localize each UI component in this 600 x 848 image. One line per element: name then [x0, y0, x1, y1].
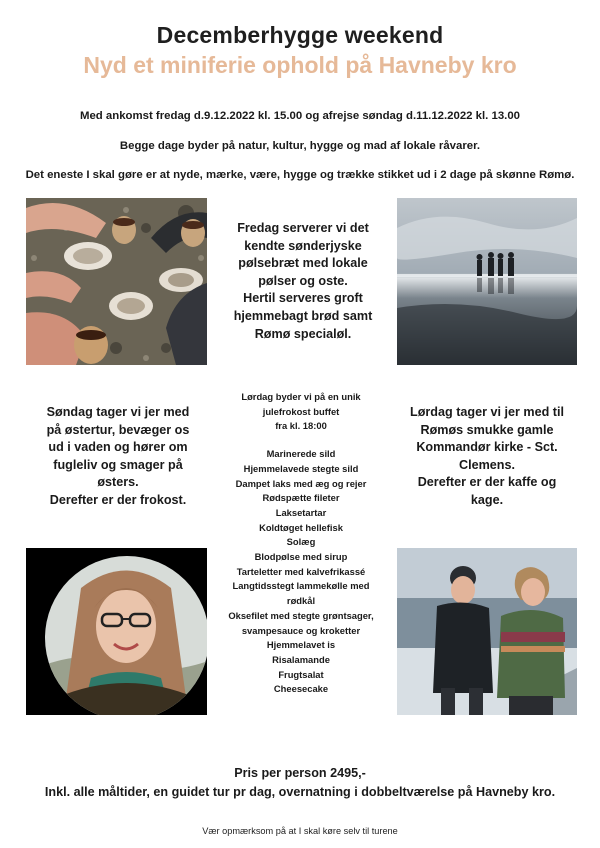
- menu-item: Cheesecake: [273, 683, 329, 695]
- sunday-description: Søndag tager vi jer med på østertur, bevæger os ud i vaden og hører om fugleliv og smager på østers. Derefter er der frokost.: [46, 405, 190, 507]
- menu-item: Koldtøget hellefisk: [259, 521, 343, 533]
- guide-portrait-photo: [26, 548, 207, 715]
- footer-note: Vær opmærksom på at I skal køre selv til turene: [202, 826, 398, 836]
- menu-item: Frugtsalat: [278, 668, 324, 680]
- menu-item: Hjemmelavet is: [266, 639, 336, 651]
- price-includes: Inkl. alle måltider, en guidet tur pr dag, overnatning i dobbeltværelse på Havneby kro.: [44, 785, 556, 799]
- menu-item: Laksetartar: [275, 506, 327, 518]
- intro-arrival: Med ankomst fredag d.9.12.2022 kl. 15.00 og afrejse søndag d.11.12.2022 kl. 13.00: [79, 110, 521, 122]
- page-title: Decemberhygge weekend: [156, 22, 444, 48]
- menu-item: Dampet laks med æg og rejer: [235, 477, 367, 489]
- saturday-description: Lørdag tager vi jer med til Rømøs smukke gamle Kommandør kirke - Sct. Clemens. Derefter er der kaffe og kage.: [410, 405, 564, 507]
- menu-item: Tarteletter med kalvefrikassé: [236, 565, 366, 577]
- menu-item: Hjemmelavede stegte sild: [243, 462, 359, 474]
- menu-item: Oksefilet med stegte grøntsager,: [228, 609, 374, 621]
- oyster-tasting-photo: [26, 198, 207, 365]
- price-section: [0, 764, 600, 802]
- menu-item: svampesauce og kroketter: [241, 624, 361, 636]
- christmas-buffet-menu: [226, 390, 376, 697]
- price-per-person: Pris per person 2495,-: [234, 766, 366, 780]
- wadden-sea-walk-photo: [397, 198, 577, 365]
- menu-item: Rødspætte fileter: [262, 492, 340, 504]
- intro-relax: Det eneste I skal gøre er at nyde, mærke, være, hygge og trække stikket ud i 2 dage på skønne Rømø.: [25, 169, 575, 181]
- friday-description: Fredag serverer vi det kendte sønderjyske pølsebræt med lokale pølser og oste. Hertil serveres groft hjemmebagt brød samt Rømø specialøl.: [233, 221, 373, 341]
- menu-item: Risalamande: [272, 653, 330, 665]
- menu-intro: Lørdag byder vi på en unik julefrokost buffet fra kl. 18:00: [241, 391, 361, 432]
- menu-item: rødkål: [286, 595, 316, 607]
- page-subtitle: Nyd et miniferie ophold på Havneby kro: [83, 52, 517, 78]
- intro-activities: Begge dage byder på natur, kultur, hygge og mad af lokale råvarer.: [119, 140, 481, 152]
- menu-item: Langtidsstegt lammekølle med: [232, 580, 370, 592]
- menu-item: Marinerede sild: [266, 448, 336, 460]
- church-guides-photo: [397, 548, 577, 715]
- menu-item: Blodpølse med sirup: [254, 551, 348, 563]
- menu-item: Solæg: [286, 536, 316, 548]
